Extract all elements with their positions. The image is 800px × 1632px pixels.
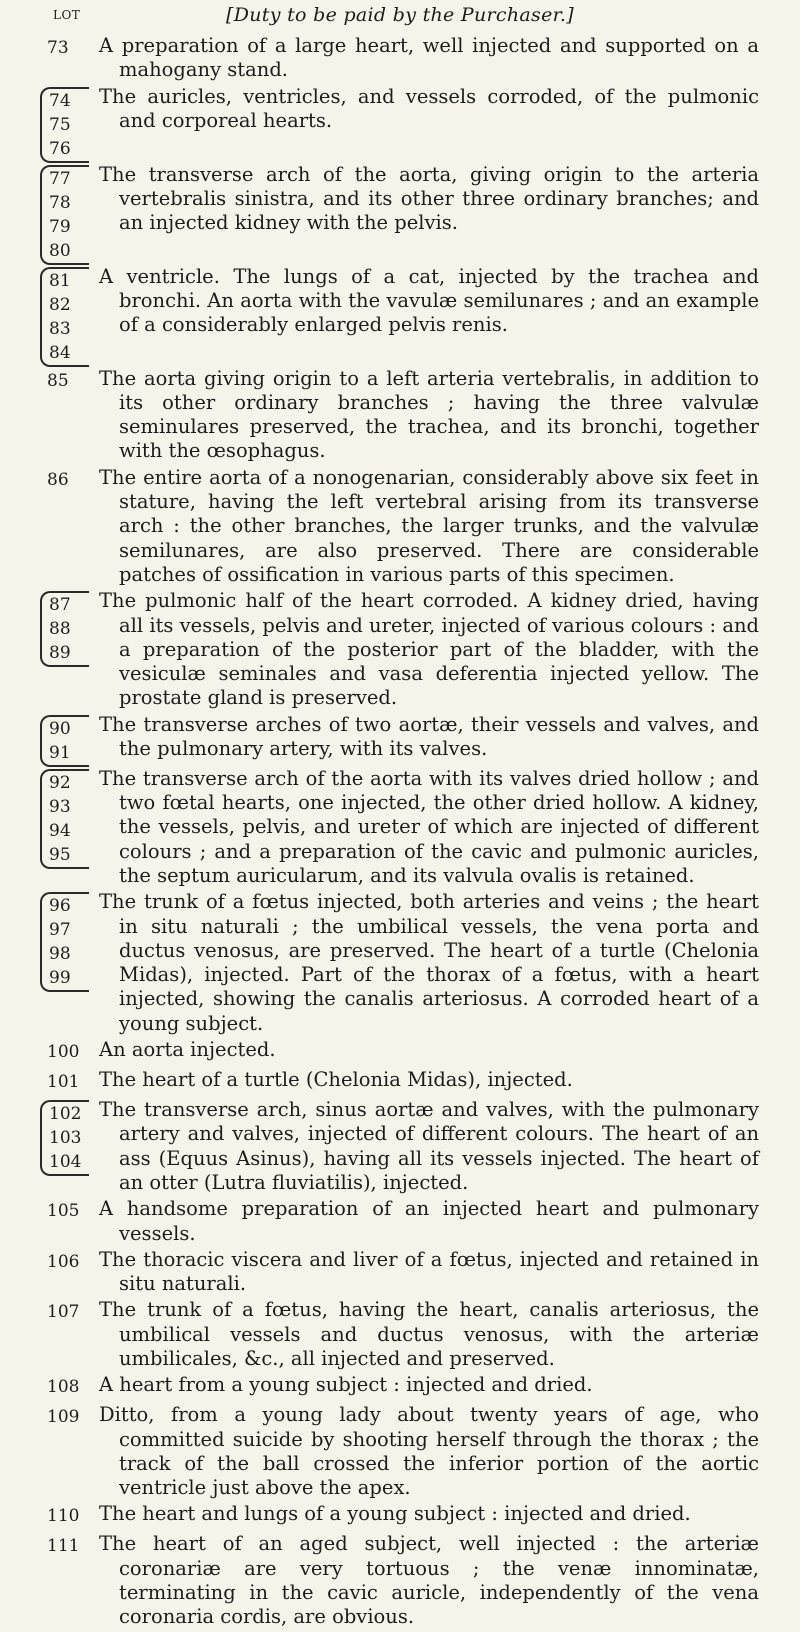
lot-description: A heart from a young subject : injected and dried. <box>99 1373 593 1397</box>
lot-number: 98 <box>49 944 71 965</box>
lot-number: 86 <box>47 469 69 490</box>
lot-entry <box>0 890 800 1036</box>
lot-number: 107 <box>47 1302 80 1323</box>
lot-entries <box>0 34 800 1632</box>
lot-number: 82 <box>49 294 71 315</box>
lot-number: 85 <box>47 370 69 391</box>
lot-number: 105 <box>47 1201 80 1222</box>
lot-description: The heart of an aged subject, well injected : the arteriæ coronariæ are very tortuous ; the venæ innominatæ, terminating in the cavic auricle, independently of the vena coronaria cordis, are obvious. <box>99 1532 759 1629</box>
lot-number: 104 <box>49 1152 82 1173</box>
lot-number: 80 <box>49 240 71 261</box>
lot-number: 97 <box>49 920 71 941</box>
lot-column-label: LOT <box>53 8 81 22</box>
lot-number: 88 <box>49 619 71 640</box>
lot-number <box>47 1250 95 1274</box>
lot-entry <box>0 1298 800 1371</box>
lot-number-group <box>40 715 89 767</box>
lot-description: The pulmonic half of the heart corroded. A kidney dried, having all its vessels, pelvis and ureter, injected of various colours : and a preparation of the posterior part of the bladder, with the vesiculæ seminales and vasa deferentia injected yellow. The prostate gland is preserved. <box>99 589 759 710</box>
lot-entry <box>0 589 800 710</box>
lot-number: 79 <box>49 216 71 237</box>
lot-number: 96 <box>49 896 71 917</box>
lot-number: 111 <box>47 1536 80 1557</box>
lot-description: The transverse arch of the aorta with its valves dried hollow ; and two fœtal hearts, one injected, the other dried hollow. A kidney, the vessels, pelvis, and ureter of which are injected of different colours ; and a preparation of the cavic and pulmonic auricles, the septum auricularum, and its valvula ovalis is retained. <box>99 766 759 887</box>
lot-number-group <box>40 591 89 667</box>
lot-entry <box>0 1038 800 1066</box>
lot-number-group <box>40 267 89 367</box>
lot-number: 81 <box>49 270 71 291</box>
lot-number: 74 <box>49 90 71 111</box>
lot-description: The transverse arches of two aortæ, their vessels and valves, and the pulmonary artery, with its valves. <box>99 712 759 761</box>
lot-description: A handsome preparation of an injected heart and pulmonary vessels. <box>99 1197 759 1245</box>
lot-description: A preparation of a large heart, well injected and supported on a mahogany stand. <box>99 34 759 82</box>
lot-entry <box>0 1403 800 1500</box>
lot-number: 99 <box>49 968 71 989</box>
lot-number <box>47 1300 95 1324</box>
lot-number: 77 <box>49 168 71 189</box>
lot-description: An aorta injected. <box>99 1038 276 1062</box>
lot-number: 73 <box>47 38 69 58</box>
lot-number-group <box>40 165 89 265</box>
lot-number-group <box>40 87 89 163</box>
lot-number: 102 <box>49 1104 82 1125</box>
lot-number: 91 <box>49 742 71 763</box>
lot-number <box>47 1375 95 1399</box>
lot-description: The trunk of a fœtus injected, both arteries and veins ; the heart in situ naturali ; the umbilical vessels, the vena porta and ductus venosus, are preserved. The heart of a turtle (Chelonia Midas), injected. Part of the thorax of a fœtus, with a heart injected, showing the canalis arteriosus. A corroded heart of a young subject. <box>99 890 759 1035</box>
lot-number-group <box>40 769 89 869</box>
lot-number: 103 <box>49 1128 82 1149</box>
lot-number <box>47 1070 95 1094</box>
lot-entry <box>0 163 800 263</box>
lot-number: 106 <box>47 1251 80 1272</box>
lot-entry <box>0 1098 800 1195</box>
lot-entry <box>0 1248 800 1297</box>
lot-description: The thoracic viscera and liver of a fœtus, injected and retained in situ naturali. <box>99 1247 759 1296</box>
lot-number: 92 <box>49 772 71 793</box>
lot-number: 76 <box>49 138 71 159</box>
lot-entry <box>0 466 800 587</box>
lot-number-group <box>40 1100 89 1176</box>
lot-number: 108 <box>47 1377 80 1398</box>
lot-description: The heart and lungs of a young subject : injected and dried. <box>99 1502 691 1526</box>
lot-entry <box>0 1532 800 1629</box>
lot-number: 89 <box>49 643 71 664</box>
lot-description: The heart of a turtle (Chelonia Midas), injected. <box>99 1068 573 1092</box>
lot-number: 78 <box>49 192 71 213</box>
lot-number: 109 <box>47 1407 80 1428</box>
lot-description: The transverse arch, sinus aortæ and valves, with the pulmonary artery and valves, injected of different colours. The heart of an ass (Equus Asinus), having all its vessels injected. The heart of an otter (Lutra fluviatilis), injected. <box>99 1098 759 1194</box>
lot-description: The auricles, ventricles, and vessels corroded, of the pulmonic and corporeal hearts. <box>99 84 759 132</box>
running-head: [Duty to be paid by the Purchaser.] <box>226 4 574 26</box>
lot-entry <box>0 34 800 83</box>
lot-entry <box>0 265 800 365</box>
lot-description: The trunk of a fœtus, having the heart, canalis arteriosus, the umbilical vessels and ductus venosus, with the arteriæ umbilicales, &c., all injected and preserved. <box>99 1298 759 1370</box>
lot-number <box>47 1534 95 1558</box>
lot-description: A ventricle. The lungs of a cat, injected by the trachea and bronchi. An aorta with the vavulæ semilunares ; and an example of a considerably enlarged pelvis renis. <box>99 264 759 337</box>
lot-entry <box>0 713 800 765</box>
lot-entry <box>0 1502 800 1530</box>
lot-number: 101 <box>47 1072 80 1093</box>
lot-number: 93 <box>49 796 71 817</box>
lot-number <box>47 369 95 393</box>
lot-description: The aorta giving origin to a left arteria vertebralis, in addition to its other ordinary branches ; having the three valvulæ seminulares preserved, the trachea, and its bronchi, together with the œsophagus. <box>99 366 759 463</box>
lot-entry <box>0 367 800 464</box>
lot-number: 75 <box>49 114 71 135</box>
lot-entry <box>0 767 800 888</box>
lot-number: 83 <box>49 318 71 339</box>
lot-entry <box>0 1197 800 1246</box>
lot-number <box>47 36 95 60</box>
lot-number <box>47 1405 95 1429</box>
lot-number: 110 <box>47 1506 80 1527</box>
lot-number <box>47 1040 95 1064</box>
lot-number <box>47 1504 95 1528</box>
lot-number: 87 <box>49 595 71 616</box>
lot-number: 94 <box>49 820 71 841</box>
lot-number: 84 <box>49 342 71 363</box>
lot-number <box>47 468 95 492</box>
lot-entry <box>0 1068 800 1096</box>
lot-entry <box>0 85 800 161</box>
lot-number <box>47 1199 95 1223</box>
lot-number-group <box>40 892 89 992</box>
lot-description: The entire aorta of a nonogenarian, considerably above six feet in stature, having the left vertebral arising from its transverse arch : the other branches, the larger trunks, and the valvulæ semilunares, are also preserved. There are considerable patches of ossification in various parts of this specimen. <box>99 465 759 586</box>
lot-number: 95 <box>49 844 71 865</box>
lot-description: Ditto, from a young lady about twenty years of age, who committed suicide by shooting herself through the thorax ; the track of the ball crossed the inferior portion of the aortic ventricle just above the apex. <box>99 1403 759 1500</box>
lot-description: The transverse arch of the aorta, giving origin to the arteria vertebralis sinistra, and its other three ordinary branches; and an injected kidney with the pelvis. <box>99 162 759 235</box>
lot-entry <box>0 1373 800 1401</box>
lot-number: 90 <box>49 718 71 739</box>
lot-number: 100 <box>47 1042 80 1063</box>
